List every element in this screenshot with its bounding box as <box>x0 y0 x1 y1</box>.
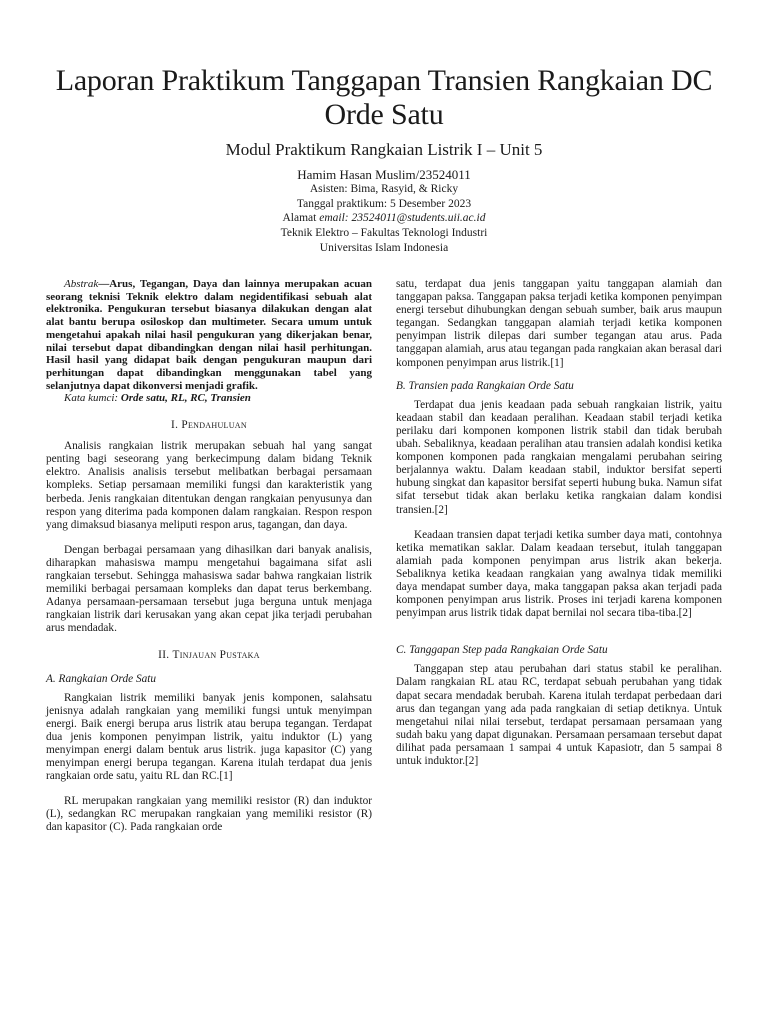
author-tanggal: Tanggal praktikum: 5 Desember 2023 <box>296 197 472 210</box>
rangkaian-orde-satu-paragraph-2-continued: satu, terdapat dua jenis tanggapan yaitu tanggapan alamiah dan tanggapan paksa. Tanggapan paksa terjadi ketika komponen penyimpan energi tersebut dihubungkan dengan sebuah sumber, baik arus maupun tegangan. Sedangkan tanggapan alamiah terjadi ketika komponen penyimpan listrik dilepas dari sumber tegangan atau arus. Pada tanggapan alamiah, arus atau tegangan pada rangkaian akan berasal dari komponen penyimpan arus listrik.[1] <box>396 278 722 369</box>
author-asisten: Asisten: Bima, Rasyid, & Ricky <box>309 183 459 195</box>
paper-subtitle: Modul Praktikum Rangkaian Listrik I – Unit 5 <box>225 140 543 159</box>
keywords-text: Orde satu, RL, RC, Transien <box>120 392 251 405</box>
keywords <box>46 392 372 405</box>
tanggapan-step-paragraph-1: Tanggapan step atau perubahan dari status stabil ke peralihan. Dalam rangkaian RL atau RC, terdapat sebuah perubahan yang tidak dapat secara mendadak berubah. Karena itulah terdapat perbedaan dari arus dan tegangan yang ada pada rangkaian di setiap detiknya. Untuk mengetahui nilai nilai tersebut, terdapat persamaan persamaan yang sudah baku yang dapat digunakan. Persamaan persamaan tersebut dapat dilihat pada persamaan 1 sampai 4 untuk Kapasiotr, dan 5 sampai 8 untuk induktor.[2] <box>396 663 722 767</box>
paper-title: Laporan Praktikum Tanggapan Transien Rangkaian DC Orde Satu <box>55 64 713 131</box>
section-title-2: Tinjauan Pustaka <box>172 649 260 662</box>
author-name: Hamim Hasan Muslim/23524011 <box>297 167 471 182</box>
rangkaian-orde-satu-paragraph-2: RL merupakan rangkaian yang memiliki resistor (R) dan induktor (L), sedangkan RC merupakan rangkaian yang memiliki resistor (R) dan kapasitor (C). Pada rangkaian orde <box>46 795 372 834</box>
keywords-label: Kata kumci: <box>64 392 121 405</box>
subsection-heading-a: A. Rangkaian Orde Satu <box>46 672 157 685</box>
author-alamat <box>40 211 728 226</box>
transien-paragraph-1: Terdapat dua jenis keadaan pada sebuah rangkaian listrik, yaitu keadaan stabil dan keadaan peralihan. Keadaan stabil terjadi ketika perilaku dari komponen komponen listrik stabil dan tidak berubah ubah. Sebaliknya, keadaan peralihan atau transien adalah kondisi ketika komponen komponen pada rangkaian mengalami perubahan seiring berjalannya waktu. Dalam keadaan stabil, induktor bersifat seperti hubung singkat dan kapasitor bersifat seperti hubung buka. Namun sifat sifat tersebut tidak akan berlaku ketika rangkaian dalam kondisi transien.[2] <box>396 398 722 516</box>
subsection-heading-b: B. Transien pada Rangkaian Orde Satu <box>396 379 574 392</box>
transien-paragraph-2: Keadaan transien dapat terjadi ketika sumber daya mati, contohnya ketika mematikan saklar. Dalam keadaan tersebut, itulah tanggapan alamiah pada komponen penyimpan arus listrik akan bekerja. Sebaliknya ketika keadaan rangkaian yang awalnya tidak memiliki daya mendapat sumber daya, maka tanggapan paksa akan terjadi pada komponen penyimpan arus listrik. Proses ini terjadi karena komponen penyimpan arus listrik tidak dapat bernilai nol secara tiba-tiba.[2] <box>396 528 722 620</box>
rangkaian-orde-satu-paragraph-1: Rangkaian listrik memiliki banyak jenis komponen, salahsatu jenisnya adalah rangkaian yang memiliki fungsi untuk menyimpan energi. Baik energi berupa arus listrik atau berupa tegangan. Terdapat dua jenis komponen penyimpan listrik, yaitu induktor (L) yang menyimpan energi dalam bentuk arus listrik. juga kapasitor (C) yang menyimpan energi berupa tegangan. Karena itulah terdapat dua jenis rangkaian orde satu, yaitu RL dan RC.[1] <box>46 691 372 783</box>
abstract-label: Abstrak <box>64 278 99 290</box>
author-fakultas: Teknik Elektro – Fakultas Teknologi Industri <box>280 227 488 240</box>
subsection-heading-c: C. Tanggapan Step pada Rangkaian Orde Satu <box>396 644 608 657</box>
section-title-1: Pendahuluan <box>181 419 247 432</box>
section-number-1: I. <box>171 419 182 432</box>
author-email: email: 23524011@students.uii.ac.id <box>319 212 486 225</box>
left-column <box>46 278 372 835</box>
right-column <box>396 278 722 768</box>
pendahuluan-paragraph-2: Dengan berbagai persamaan yang dihasilkan dari banyak analisis, diharapkan mahasiswa mampu mengetahui bagaimana sifat asli rangkaian tersebut. Sehingga mahasiswa sadar bahwa rangkaian listrik memiliki berbagai persamaan kompleks dan dapat terus berkembang. Adanya persamaan-persamaan tersebut juga berguna untuk menjaga rangkaian listrik dari kerusakan yang akan cepat jika terjadi perubahan arus mendadak. <box>46 543 372 635</box>
author-universitas: Universitas Islam Indonesia <box>319 241 449 254</box>
section-number-2: II. <box>158 649 173 662</box>
pendahuluan-paragraph-1: Analisis rangkaian listrik merupakan sebuah hal yang sangat penting bagi seseorang yang berkecimpung dalam bidang Teknik elektro. Analisis analisis tersebut melibatkan berbagai persamaan kompleks. Setiap persamaan memiliki fungsi dan karakteristik yang berbeda. Jenis rangkaian ditentukan dengan rangkaian penyusunya dan respon yang diterima pada komponen dalam rangkaian. Respon respon yang dimaksud biasanya meliputi respon arus, tagangan, dan daya. <box>46 440 372 531</box>
section-heading-tinjauan <box>46 649 372 662</box>
author-block <box>40 167 728 256</box>
author-alamat-label: Alamat <box>282 212 320 225</box>
abstract <box>46 278 372 392</box>
section-heading-pendahuluan <box>46 419 372 432</box>
abstract-text: —Arus, Tegangan, Daya dan lainnya merupakan acuan seorang teknisi Teknik elektro dalam negidentifikasi sebuah alat elektronika. Pengukuran tersebut biasanya dilakukan dengan alat alat bantu berupa osiloskop dan multimeter. Secara umum untuk mengetahui apakah nilai hasil pengukuran yang dikerjakan benar, nilai tersebut dapat dibandingkan dengan nilai hasil perhitungan. Hasil hasil yang didapat baik dengan pengukuran maupun dari perhitungan dapat dibandingkan menggunakan tabel yang selanjutnya dapat dikonversi menjadi grafik. <box>46 278 372 392</box>
